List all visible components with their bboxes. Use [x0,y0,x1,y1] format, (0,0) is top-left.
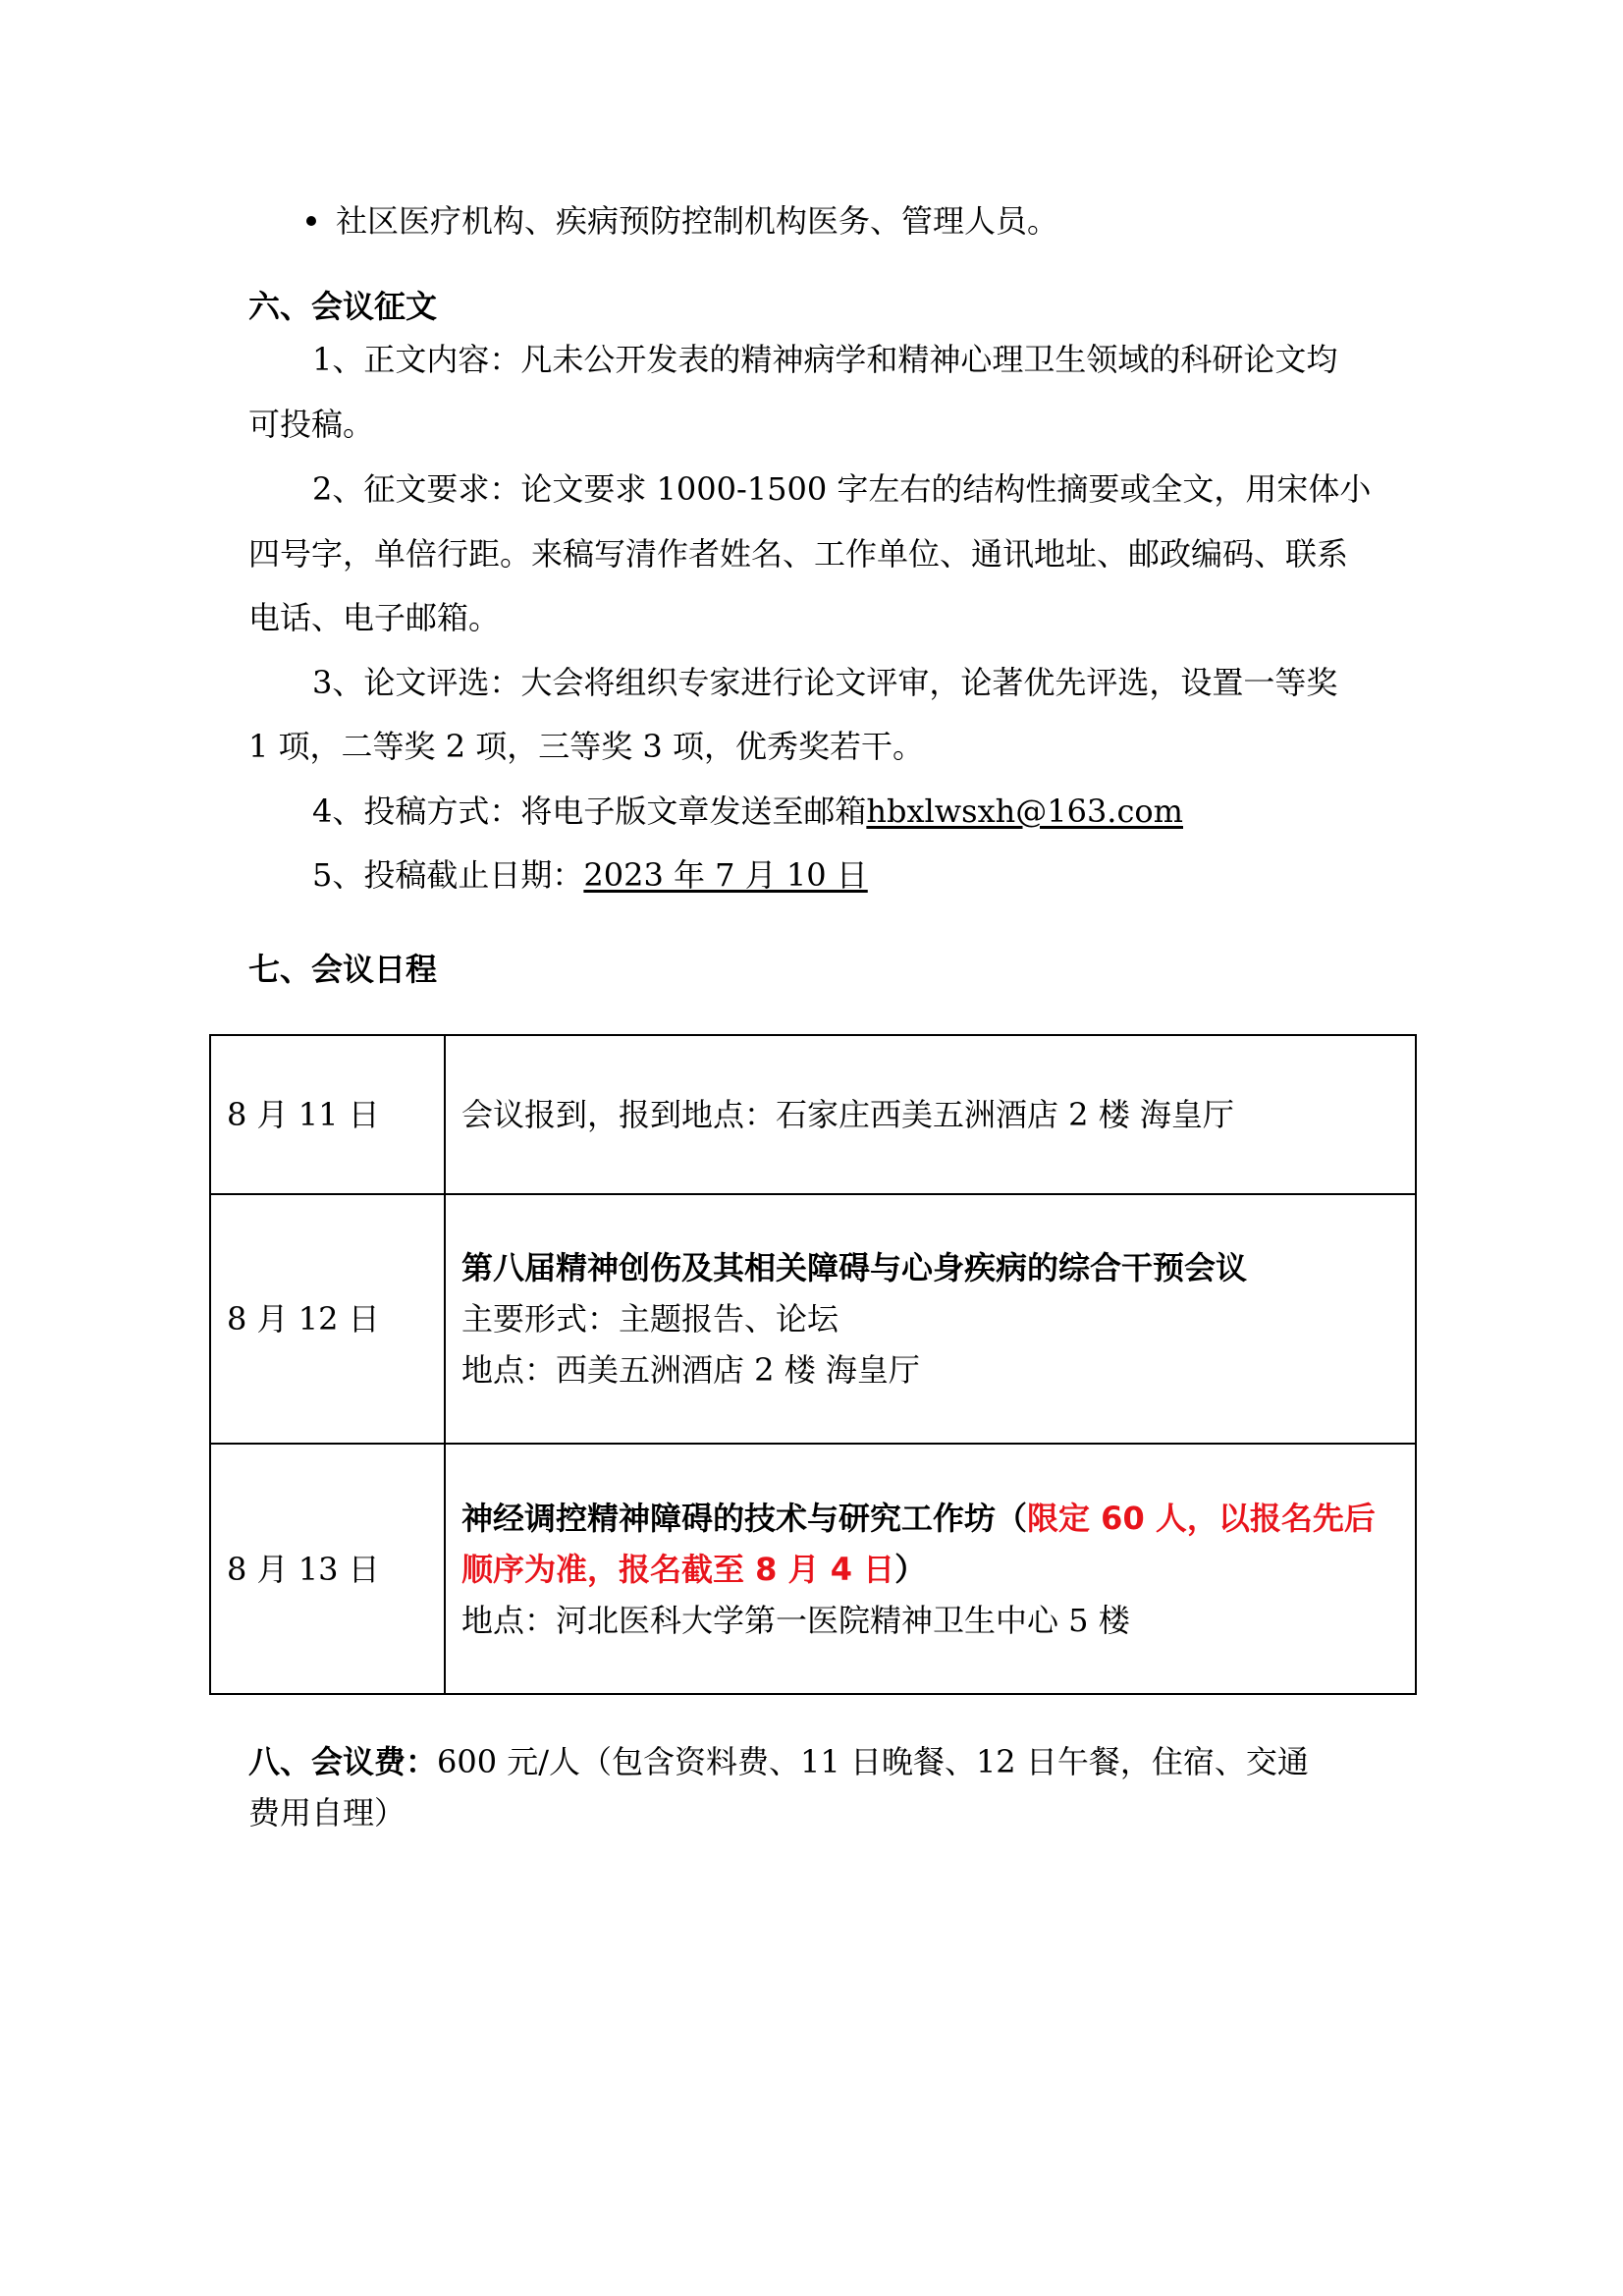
section8-line2: 费用自理） [248,1794,406,1831]
note-close: ） [894,1550,927,1588]
registration-limit-note: 限定 60 人，以报名先后 [1027,1499,1376,1537]
section6-item5 [312,855,868,895]
section6-item2-line1: 2、征文要求：论文要求 1000-1500 字左右的结构性摘要或全文，用宋体小 [312,470,1372,508]
section8-line1 [248,1742,1309,1781]
section7-heading: 七、会议日程 [248,951,438,988]
bullet-icon [306,216,316,226]
workshop-title-line2 [461,1550,1399,1589]
bullet-item [306,201,1058,241]
section6-heading: 六、会议征文 [248,288,438,325]
schedule-line: 主要形式：主题报告、论坛 [461,1300,839,1338]
item5-prefix: 5、投稿截止日期： [312,856,584,894]
fee-text: 600 元/人（包含资料费、11 日晚餐、12 日午餐，住宿、交通 [437,1743,1309,1780]
schedule-detail [445,1194,1416,1444]
deadline-date: 2023 年 7 月 10 日 [583,856,868,894]
schedule-line: 地点：河北医科大学第一医院精神卫生中心 5 楼 [461,1601,1130,1639]
section6-item1-line1: 1、正文内容：凡未公开发表的精神病学和精神心理卫生领域的科研论文均 [312,341,1338,378]
session-title: 第八届精神创伤及其相关障碍与心身疾病的综合干预会议 [461,1249,1248,1286]
section6-item2-line3: 电话、电子邮箱。 [248,599,501,636]
table-row [210,1194,1416,1444]
bullet-text: 社区医疗机构、疾病预防控制机构医务、管理人员。 [336,202,1059,240]
schedule-table [209,1034,1417,1695]
schedule-date: 8 月 13 日 [210,1444,445,1694]
note-open: （ [996,1499,1028,1537]
table-row [210,1035,1416,1194]
schedule-detail [445,1035,1416,1194]
section8-heading: 八、会议费： [248,1743,438,1780]
registration-deadline-note: 顺序为准，报名截至 8 月 4 日 [461,1550,895,1588]
schedule-date: 8 月 12 日 [210,1194,445,1444]
section6-item1-line2: 可投稿。 [248,406,375,443]
section6-item3-line2: 1 项，二等奖 2 项，三等奖 3 项，优秀奖若干。 [248,728,924,765]
schedule-detail [445,1444,1416,1694]
table-row [210,1444,1416,1694]
submission-email-link[interactable]: hbxlwsxh@163.com [866,793,1183,830]
section6-item4 [312,792,1183,831]
schedule-line: 会议报到，报到地点：石家庄西美五洲酒店 2 楼 海皇厅 [461,1096,1234,1133]
schedule-date: 8 月 11 日 [210,1035,445,1194]
section6-item2-line2: 四号字，单倍行距。来稿写清作者姓名、工作单位、通讯地址、邮政编码、联系 [248,535,1349,573]
schedule-line: 地点：西美五洲酒店 2 楼 海皇厅 [461,1351,920,1389]
item4-prefix: 4、投稿方式：将电子版文章发送至邮箱 [312,793,867,830]
workshop-title-line1 [461,1499,1399,1538]
section6-item3-line1: 3、论文评选：大会将组织专家进行论文评审，论著优先评选，设置一等奖 [312,664,1338,701]
workshop-title: 神经调控精神障碍的技术与研究工作坊 [461,1499,997,1537]
